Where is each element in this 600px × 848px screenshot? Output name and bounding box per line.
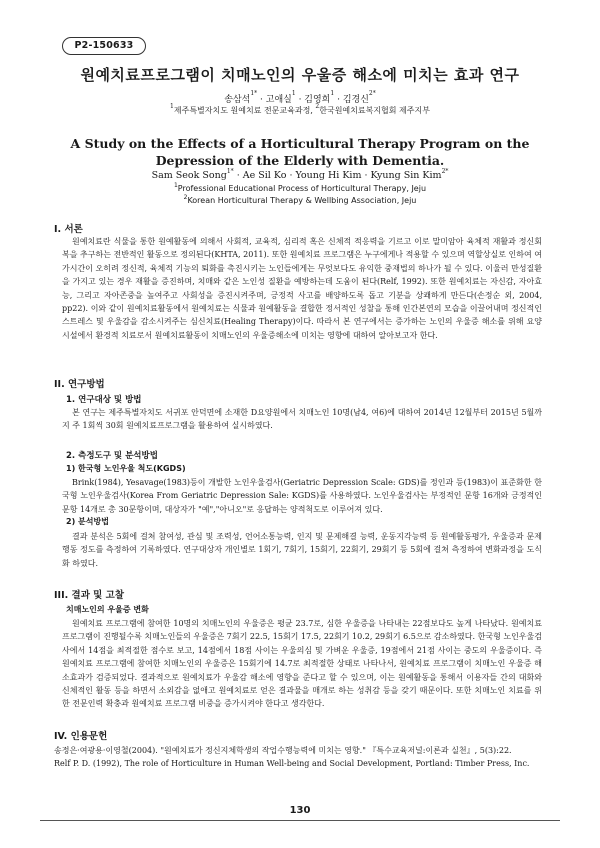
author-separator: · — [334, 95, 343, 105]
reference-item: Relf P. D. (1992), The role of Horticulture in Human Well-being and Social Development, Portland: Timber Press, Inc. — [54, 759, 530, 768]
author-separator: · — [286, 170, 296, 181]
author-sup: 1* — [226, 168, 234, 175]
section-heading-intro: I. 서론 — [54, 224, 83, 235]
section-body-methods-2-item1 — [62, 476, 542, 516]
section-body-intro — [62, 235, 542, 342]
section-body-results — [62, 617, 542, 711]
paper-id-badge: P2-150633 — [62, 37, 146, 55]
authors-english — [40, 170, 560, 181]
affil-text: Professional Educational Process of Horticultural Therapy, Jeju — [177, 184, 427, 193]
subheading-methods-1: 1. 연구대상 및 방법 — [66, 395, 142, 405]
author-sup: 2* — [441, 168, 449, 175]
author-name: Kyung Sin Kim — [370, 170, 442, 181]
affil-sup: 1 — [173, 182, 178, 189]
author-sup: 1 — [291, 90, 296, 97]
authors-korean — [40, 92, 560, 105]
title-english: A Study on the Effects of a Horticultural Therapy Program on the Depression of the Elderly with Dementia. — [70, 136, 530, 168]
page-number: 130 — [289, 805, 311, 816]
author-name: Young Hi Kim — [295, 170, 362, 181]
section-heading-methods: II. 연구방법 — [54, 379, 105, 390]
affil-sup: 2 — [315, 103, 320, 110]
affil-text: 제주특별자치도 원예치료 전문교육과정, — [173, 106, 316, 115]
author-separator: · — [295, 95, 305, 105]
author-sup: 1 — [330, 90, 335, 97]
methods-1-paragraph: 본 연구는 제주특별자치도 서귀포 안덕면에 소재한 D요양원에서 치매노인 10명(남4, 여6)에 대하여 2014년 12월부터 2015년 5월까지 주 1회씩 30회 원예치료프로그램을 활용하여 실시하였다. — [62, 408, 542, 431]
author-sup: 2* — [368, 90, 376, 97]
affil-text: 한국원예치료복지협회 제주지부 — [319, 106, 430, 115]
footer-rule — [40, 820, 560, 821]
subheading-results: 치매노인의 우울증 변화 — [66, 605, 149, 614]
author-separator: · — [361, 170, 371, 181]
section-body-methods-2-item2 — [62, 530, 542, 570]
title-korean: 원예치료프로그램이 치매노인의 우울증 해소에 미치는 효과 연구 — [80, 66, 520, 84]
affiliation-english-1 — [40, 184, 560, 193]
subheading-methods-2-item1: 1) 한국형 노인우울 척도(KGDS) — [66, 464, 186, 473]
author-name: 김경신 — [342, 95, 369, 105]
affil-text: Korean Horticultural Therapy & Wellbing Association, Jeju — [187, 196, 417, 205]
author-name: Sam Seok Song — [151, 170, 227, 181]
subheading-methods-2-item2: 2) 분석방법 — [66, 517, 109, 526]
methods-2-item1-paragraph: Brink(1984), Yesavage(1983)등이 개발한 노인우울검사(Geriatric Depression Scale: GDS)를 정인과 등(1983)이 표준화한 한국형 노인우울검사(Korea From Geriatric Depression Sale: KGDS)를 사용하였다. 노인우울검사는 부정적인 문항 16개와 긍정적인 문항 14개로 총 30문항이며, 대상자가 "예","아니오"로 응답하는 양적척도로 이루어져 있다. — [62, 478, 542, 514]
affiliations-korean — [40, 105, 560, 116]
methods-2-item2-paragraph: 결과 분석은 5회에 걸쳐 참여성, 관심 및 조력성, 언어소통능력, 인지 및 문제해결 능력, 운동지각능력 등 원예활동평가, 우울증과 문제행동 정도를 측정하여 기록하였다. 연구대상자 개인별로 1회기, 7회기, 15회기, 22회기, 29회기 등 5회에 걸쳐 측정하여 변화과정을 도식화 하였다. — [62, 532, 542, 568]
author-name: 고애실 — [265, 95, 292, 105]
intro-paragraph: 원예치료란 식물을 통한 원예활동에 의해서 사회적, 교육적, 심리적 혹은 신체적 적응력을 기르고 이로 말미암아 육체적 재활과 정신회복을 추구하는 전반적인 활동으로 정의된다(KHTA, 2011). 또한 원예치료 프로그램은 누구에게나 적용할 수 있으며 역할상실로 인하여 여가시간이 오히려 정신적, 육체적 기능의 퇴화를 촉진시키는 노인들에게는 무엇보다도 유익한 중재법의 하나가 될 수 있다. 이울러 만성질환을 가지고 있는 경우 재활을 증진하며, 치매와 같은 노인성 질환을 예방하는데 도움이 된다(Relf, 1992). 또한 원예치료는 자신감, 자아효능, 그리고 자아존중을 높여주고 사회성을 증진시켜주며, 긍정적 사고를 배양하도록 돕고 기분을 상쾌하게 만든다(손정순 외, 2004, pp22). 이와 같이 원예치료활동에서 원예치료는 식물과 원예활동을 결합한 정서적인 성찰을 통해 인간본연의 모습을 이끌어내며 정신적인 스트레스 및 우울감을 감소시켜주는 심신치료(Healing Therapy)이다. 따라서 본 연구에서는 증가하는 노인의 우울증 해소를 위해 요양시설에서 환경적 치료로서 원예치료활동이 치매노인의 우울증해소에 미치는 영향에 대하여 알아보고자 한다. — [62, 237, 542, 340]
affil-sup: 1 — [170, 103, 174, 110]
author-name: 송삼석 — [224, 95, 251, 105]
author-separator: · — [233, 170, 243, 181]
author-name: 김영희 — [304, 95, 331, 105]
reference-item: 송정은·여광용·이영철(2004). "원예치료가 정신지체학생의 작업수행능력에 미치는 영향." 『특수교육저널:이론과 실천』, 5(3):22. — [54, 746, 512, 755]
results-paragraph: 원예치료 프로그램에 참여한 10명의 치매노인의 우울증은 평균 23.7로, 심한 우울증을 나타내는 22점보다도 높게 나타났다. 원예치료 프로그램이 진행될수록 치매노인들의 우울증은 7회기 22.5, 15회기 17.5, 22회기 10.2, 29회기 6.5으로 감소하였다. 한국형 노인우울검사에서 14점을 최적절한 점수로 보고, 14점에서 18점 사이는 우울의심 및 가벼운 우울증, 19점에서 21점 사이는 중도의 우울증이다. 즉 원예치료 프로그램에 참여한 치매노인의 우울증은 15회기에 14.7로 최적절한 상태로 나타나서, 원예치료 프로그램이 치매노인 우울증 해소효과가 검증되었다. 결과적으로 원예치료가 우울감 해소에 영향을 준다고 할 수 있으며, 이는 원예활동을 통해서 이용자들 간의 대화와 신체적인 활동 등을 하면서 소외감을 없애고 원예치료로 얻은 결과물을 매개로 하는 성취감 등을 갖기 때문이다. 또한 치매노인 치료를 위한 전문인력 확충과 원예치료 프로그램 비중을 증가시켜야 한다고 생각한다. — [62, 619, 542, 709]
affil-sup: 2 — [183, 194, 188, 201]
affiliation-english-2 — [40, 196, 560, 205]
section-heading-results: III. 결과 및 고찰 — [54, 590, 125, 601]
author-sup: 1* — [250, 90, 258, 97]
section-heading-references: IV. 인용문헌 — [54, 731, 108, 742]
reference-list — [54, 744, 544, 770]
author-name: Ae Sil Ko — [242, 170, 287, 181]
section-body-methods-1 — [62, 406, 542, 433]
subheading-methods-2: 2. 측정도구 및 분석방법 — [66, 451, 158, 461]
author-separator: · — [257, 95, 266, 105]
